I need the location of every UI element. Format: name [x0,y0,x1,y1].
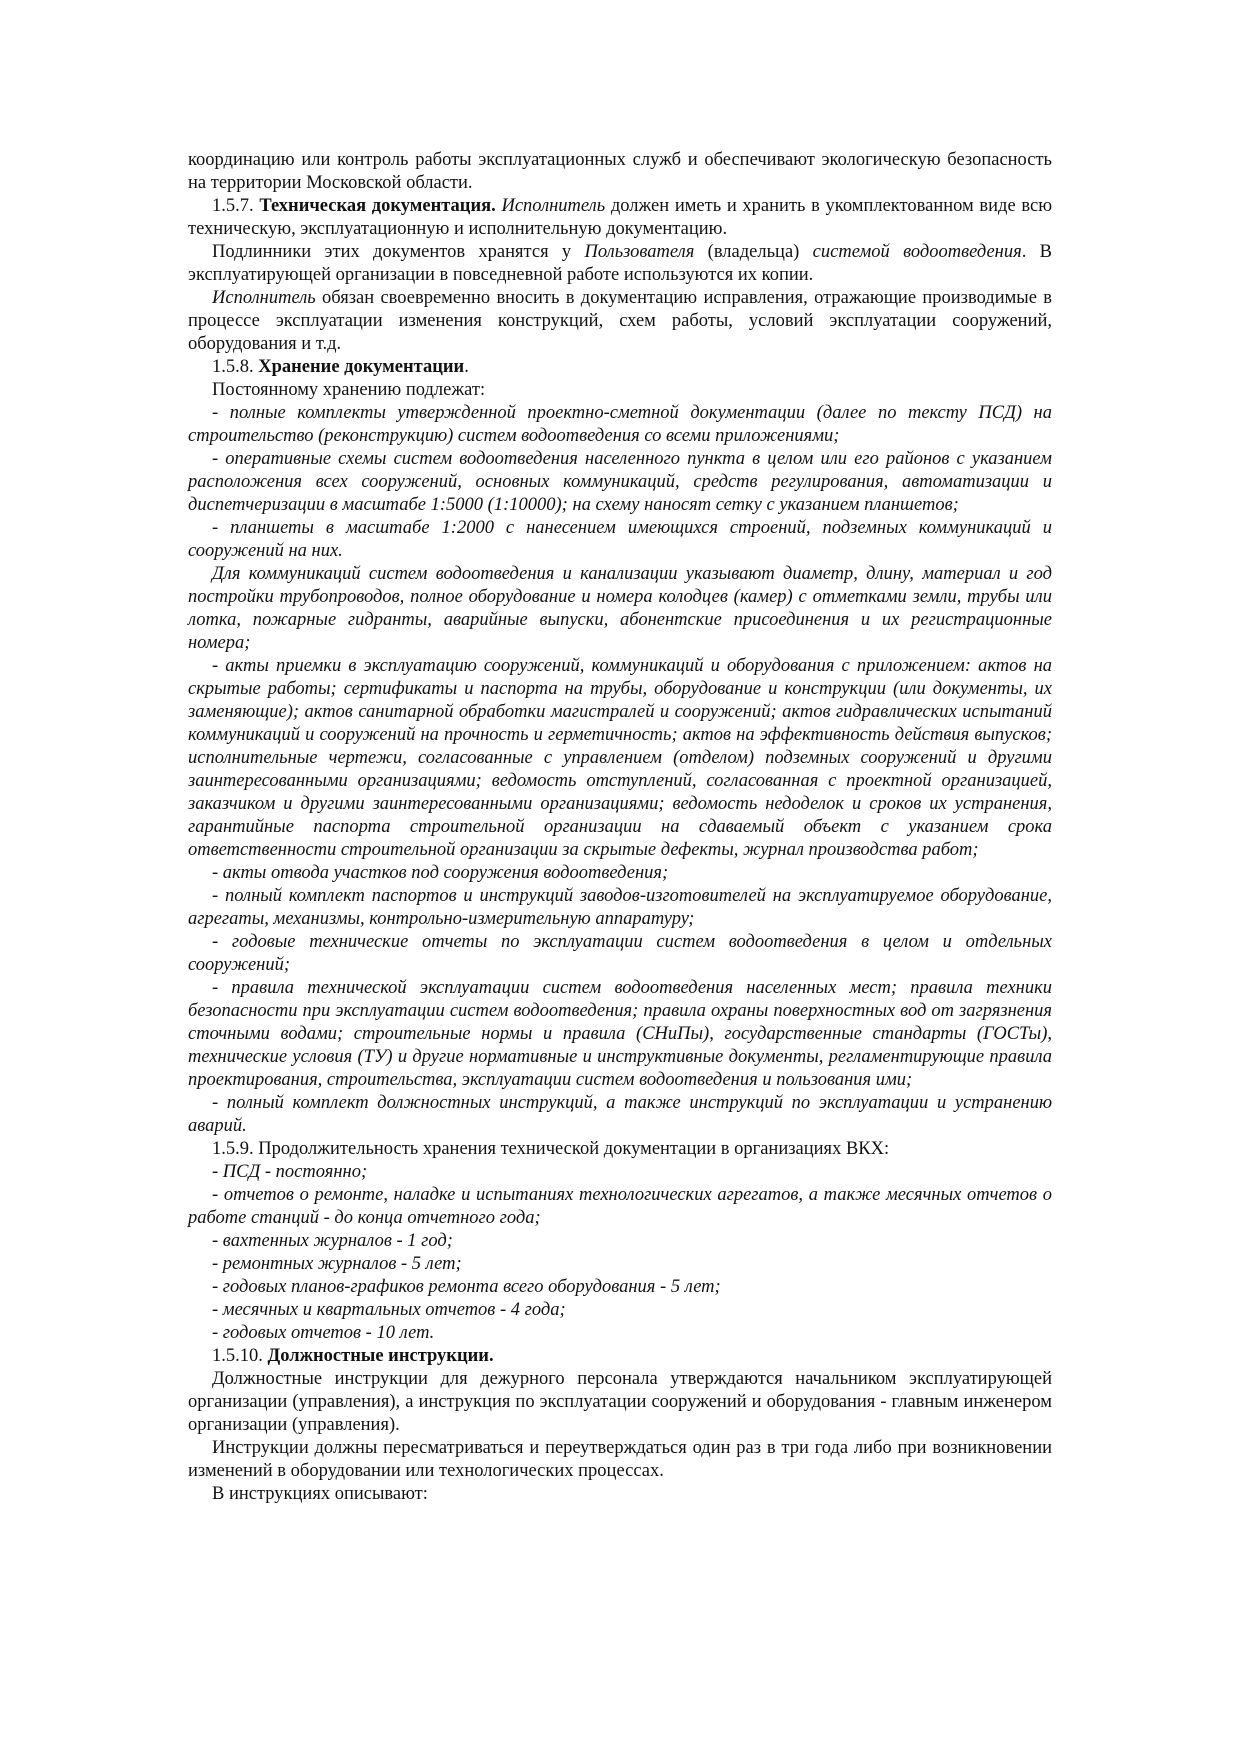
list-item: - вахтенных журналов - 1 год; [212,1231,453,1251]
term-ispolnitel: Исполнитель [212,288,316,308]
section-1-5-9: 1.5.9. Продолжительность хранения технической документации в организациях ВКХ: [212,1139,890,1159]
section-1-5-7 [188,195,1052,241]
section-1-5-10 [188,1345,1052,1368]
document-page [188,149,1052,1506]
term-ispolnitel: Исполнитель [501,196,606,216]
text-fragment: обязан своевременно вносить в документацию исправления, отражающие производимые в процессе эксплуатации изменения конструкций, схем работы, условий эксплуатации сооружений, оборудования и т.д. [188,288,1052,354]
list-item: Для коммуникаций систем водоотведения и канализации указывают диаметр, длину, материал и год постройки трубопроводов, полное оборудование и номера колодцев (камер) с отметками земли, трубы или лотка, пожарные гидранты, аварийные выпуски, абонентские присоединения и их регистрационные номера; [188,564,1052,653]
list-item: - полные комплекты утвержденной проектно-сметной документации (далее по тексту ПСД) на строительство (реконструкцию) систем водоотведения со всеми приложениями; [188,403,1052,446]
section-text: должен иметь и хранить в укомплектованном виде всю техническую, эксплуатационную и исполнительную документацию. [188,196,1053,239]
section-1-5-8 [188,356,1052,379]
list-item: - акты отвода участков под сооружения водоотведения; [212,863,669,883]
section-heading: Должностные инструкции. [267,1346,494,1366]
list-item: - месячных и квартальных отчетов - 4 года; [212,1300,566,1320]
text-fragment: Подлинники этих документов хранятся у [212,242,572,262]
section-number: 1.5.10. [212,1346,263,1366]
list-item: - полный комплект паспортов и инструкций заводов-изготовителей на эксплуатируемое оборудование, агрегаты, механизмы, контрольно-измерительную аппаратуру; [188,886,1052,929]
list-item: - оперативные схемы систем водоотведения населенного пункта в целом или его районов с указанием расположения всех сооружений, основных коммуникаций, средств регулирования, автоматизации и диспетчеризации в масштабе 1:5000 (1:10000); на схему наносят сетку с указанием планшетов; [188,449,1052,515]
text-fragment: . В эксплуатирующей организации в повседневной работе используются их копии. [188,242,1053,285]
section-number: 1.5.8. [212,357,254,377]
paragraph-instructions-review: Инструкции должны пересматриваться и переутверждаться один раз в три года либо при возникновении изменений в оборудовании или технологических процессах. [188,1438,1052,1481]
list-item: - правила технической эксплуатации систем водоотведения населенных мест; правила техники безопасности при эксплуатации систем водоотведения; правила охраны поверхностных вод от загрязнения сточными водами; строительные нормы и правила (СНиПы), государственные стандарты (ГОСТы), технические условия (ТУ) и другие нормативные и инструктивные документы, регламентирующие правила проектирования, строительства, эксплуатации систем водоотведения и пользования ими; [188,978,1052,1090]
section-heading: Хранение документации [258,357,465,377]
paragraph-originals [188,241,1052,287]
section-heading: Техническая документация. [259,196,496,216]
text-fragment: (владельца) [707,242,800,262]
text-fragment: . [464,357,469,377]
paragraph-intro: координацию или контроль работы эксплуатационных служб и обеспечивают экологическую безопасность на территории Московской области. [188,150,1052,193]
paragraph-instructions-approval: Должностные инструкции для дежурного персонала утверждаются начальником эксплуатирующей организации (управления), а инструкция по эксплуатации сооружений и оборудования - главным инженером организации (управления). [188,1369,1052,1435]
list-item: - ПСД - постоянно; [212,1162,368,1182]
list-item: - годовых планов-графиков ремонта всего оборудования - 5 лет; [212,1277,721,1297]
list-item: - годовых отчетов - 10 лет. [212,1323,435,1343]
list-item: - полный комплект должностных инструкций, а также инструкций по эксплуатации и устранению аварий. [188,1093,1052,1136]
term-polzovatel: Пользователя [584,242,695,262]
list-item: - отчетов о ремонте, наладке и испытаниях технологических агрегатов, а также месячных отчетов о работе станций - до конца отчетного года; [188,1185,1052,1228]
list-item: - планшеты в масштабе 1:2000 с нанесением имеющихся строений, подземных коммуникаций и сооружений на них. [188,518,1052,561]
paragraph-corrections [188,287,1052,356]
list-item: - годовые технические отчеты по эксплуатации систем водоотведения в целом и отдельных сооружений; [188,932,1052,975]
section-number: 1.5.7. [212,196,254,216]
paragraph-storage-intro: Постоянному хранению подлежат: [212,380,486,400]
term-sistema: системой водоотведения [812,242,1022,262]
paragraph-instructions-describe: В инструкциях описывают: [212,1484,428,1504]
list-item: - акты приемки в эксплуатацию сооружений, коммуникаций и оборудования с приложением: актов на скрытые работы; сертификаты и паспорта на трубы, оборудование и конструкции (или документы, их заменяющие); актов санитарной обработки магистралей и сооружений; актов гидравлических испытаний коммуникаций и сооружений на прочность и герметичность; актов на эффективность действия выпусков; исполнительные чертежи, согласованные с управлением (отделом) подземных сооружений и другими заинтересованными организациями; ведомость отступлений, согласованная с проектной организацией, заказчиком и другими заинтересованными организациями; ведомость недоделок и сроков их устранения, гарантийные паспорта строительной организации на сдаваемый объект с указанием срока ответственности строительной организации за скрытые дефекты, журнал производства работ; [188,656,1052,860]
list-item: - ремонтных журналов - 5 лет; [212,1254,462,1274]
